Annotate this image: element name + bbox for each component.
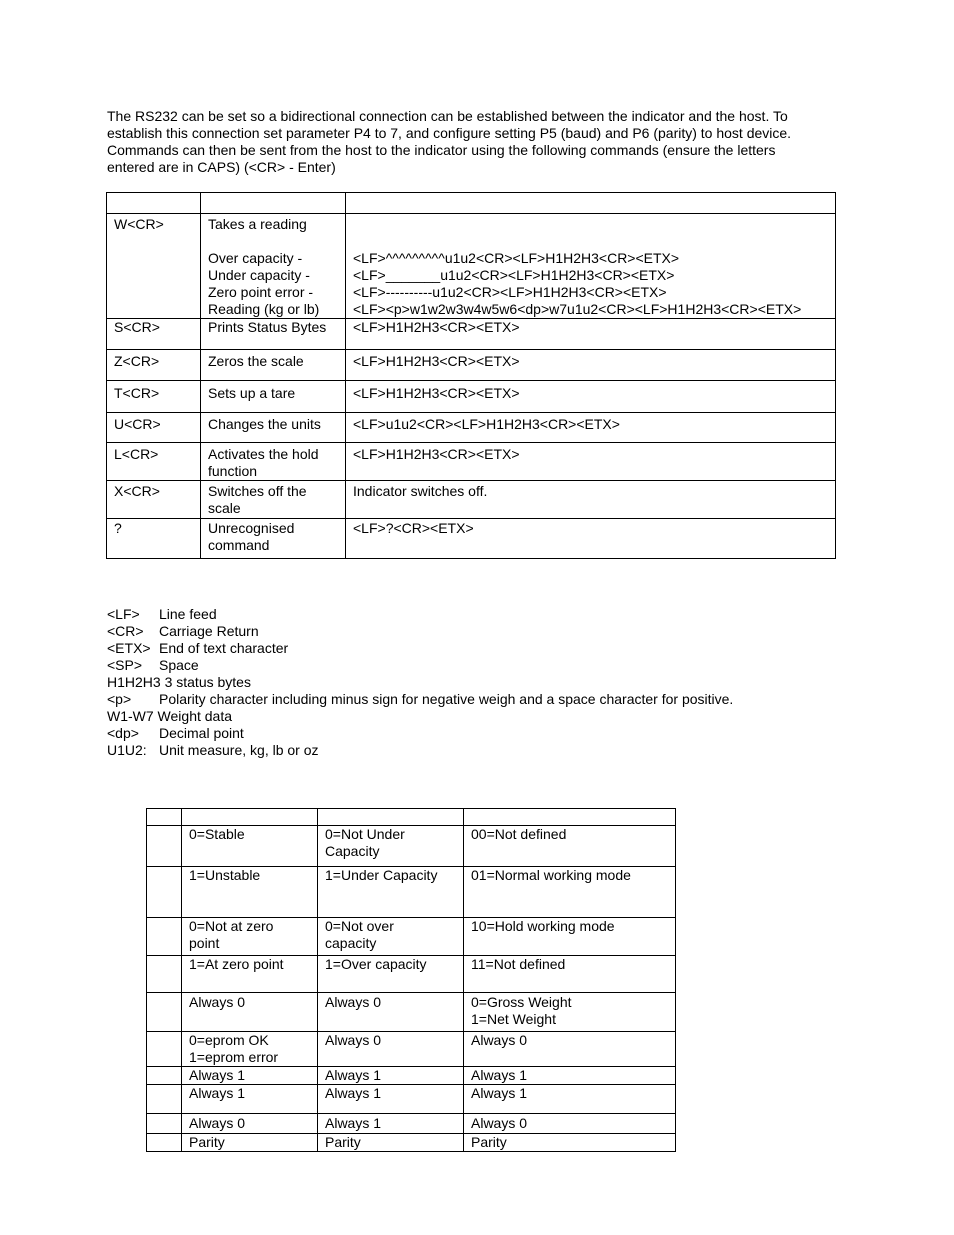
legend-value: Polarity character including minus sign for negative weigh and a space character for positive.: [159, 691, 734, 707]
response-cell: <LF>^^^^^^^^^u1u2<CR><LF>H1H2H3<CR><ETX> <LF>_______u1u2<CR><LF>H1H2H3<CR><ETX> <LF>----------u1u2<CR><LF>H1H2H3<CR><ETX> <LF><p>w1w2w3w4w5w6<dp>w7u1u2<CR><LF>H1H2H3<CR><ETX>: [346, 214, 836, 319]
legend-key: <LF>: [107, 606, 140, 622]
table-row: [147, 993, 676, 1032]
table-row: [147, 918, 676, 956]
header-cell: [346, 193, 836, 214]
table-row: [147, 1067, 676, 1085]
legend-key: <p>: [107, 691, 132, 707]
bit-cell: [147, 956, 182, 993]
legend-value: Unit measure, kg, lb or oz: [159, 742, 319, 758]
intro-line: establish this connection set parameter P4 to 7, and configure setting P5 (baud) and P6 (parity) to host device.: [107, 125, 792, 141]
header-cell: [182, 809, 318, 826]
intro-line: entered are in CAPS) (<CR> - Enter): [107, 159, 336, 175]
legend-key: <CR>: [107, 623, 144, 639]
status-cell-h2: Always 0: [318, 993, 464, 1032]
status-cell-h1: Always 0: [182, 1114, 318, 1134]
bit-cell: [147, 1134, 182, 1152]
table-row: [107, 381, 836, 413]
status-cell-h2: 0=Not Under Capacity: [318, 826, 464, 867]
legend-item: [107, 657, 733, 674]
description-cell: Takes a reading Over capacity - Under capacity - Zero point error - Reading (kg or lb): [201, 214, 346, 319]
status-cell-h2: 1=Over capacity: [318, 956, 464, 993]
table-header-row: [107, 193, 836, 214]
table-row: [147, 956, 676, 993]
command-cell: L<CR>: [107, 443, 201, 481]
table-row: [107, 481, 836, 519]
intro-line: Commands can then be sent from the host to the indicator using the following commands (ensure the letters: [107, 142, 776, 158]
status-cell-h3: Always 0: [464, 1032, 676, 1067]
status-cell-h2: Parity: [318, 1134, 464, 1152]
command-table: [106, 192, 836, 559]
status-cell-h3: Parity: [464, 1134, 676, 1152]
table-row: [147, 867, 676, 918]
status-cell-h2: 0=Not over capacity: [318, 918, 464, 956]
header-cell: [464, 809, 676, 826]
bit-cell: [147, 867, 182, 918]
bit-cell: [147, 918, 182, 956]
legend-value: Carriage Return: [159, 623, 259, 639]
description-cell: Changes the units: [201, 413, 346, 443]
status-cell-h1: 0=Not at zero point: [182, 918, 318, 956]
legend-key: U1U2:: [107, 742, 147, 758]
legend-item: [107, 725, 733, 742]
bit-cell: [147, 1032, 182, 1067]
status-cell-h1: Always 1: [182, 1085, 318, 1114]
table-row: [107, 214, 836, 319]
legend-value: Decimal point: [159, 725, 244, 741]
bit-cell: [147, 1085, 182, 1114]
status-cell-h1: Always 1: [182, 1067, 318, 1085]
status-cell-h3: 00=Not defined: [464, 826, 676, 867]
status-bytes-table: [146, 808, 676, 1152]
table-row: [147, 1032, 676, 1067]
status-cell-h1: 1=Unstable: [182, 867, 318, 918]
legend-value: End of text character: [159, 640, 289, 656]
legend-item: [107, 674, 733, 691]
header-cell: [147, 809, 182, 826]
status-cell-h1: 1=At zero point: [182, 956, 318, 993]
status-cell-h3: Always 1: [464, 1085, 676, 1114]
bit-cell: [147, 1067, 182, 1085]
bit-cell: [147, 993, 182, 1032]
command-cell: S<CR>: [107, 319, 201, 350]
header-cell: [318, 809, 464, 826]
command-cell: ?: [107, 519, 201, 559]
status-cell-h1: 0=Stable: [182, 826, 318, 867]
legend-item: [107, 606, 733, 623]
status-cell-h1: Always 0: [182, 993, 318, 1032]
legend-key: <ETX>: [107, 640, 151, 656]
legend-value: Space: [159, 657, 199, 673]
description-cell: Prints Status Bytes: [201, 319, 346, 350]
status-cell-h3: 01=Normal working mode: [464, 867, 676, 918]
legend-value: W1-W7 Weight data: [107, 708, 233, 724]
legend-list: [107, 606, 733, 759]
response-cell: <LF>H1H2H3<CR><ETX>: [346, 443, 836, 481]
table-row: [147, 1134, 676, 1152]
command-cell: W<CR>: [107, 214, 201, 319]
table-row: [107, 350, 836, 381]
table-row: [107, 443, 836, 481]
status-cell-h2: 1=Under Capacity: [318, 867, 464, 918]
legend-item: [107, 640, 733, 657]
description-cell: Sets up a tare: [201, 381, 346, 413]
status-cell-h2: Always 1: [318, 1114, 464, 1134]
response-cell: Indicator switches off.: [346, 481, 836, 519]
response-cell: <LF>u1u2<CR><LF>H1H2H3<CR><ETX>: [346, 413, 836, 443]
response-cell: <LF>H1H2H3<CR><ETX>: [346, 381, 836, 413]
legend-item: [107, 623, 733, 640]
status-cell-h3: 11=Not defined: [464, 956, 676, 993]
table-row: [107, 519, 836, 559]
legend-value: H1H2H3 3 status bytes: [107, 674, 251, 690]
table-row: [147, 1114, 676, 1134]
command-cell: U<CR>: [107, 413, 201, 443]
header-cell: [107, 193, 201, 214]
command-cell: T<CR>: [107, 381, 201, 413]
command-cell: Z<CR>: [107, 350, 201, 381]
status-cell-h3: Always 1: [464, 1067, 676, 1085]
table-header-row: [147, 809, 676, 826]
legend-item: [107, 708, 733, 725]
legend-value: Line feed: [159, 606, 217, 622]
status-cell-h1: Parity: [182, 1134, 318, 1152]
header-cell: [201, 193, 346, 214]
status-cell-h3: 0=Gross Weight 1=Net Weight: [464, 993, 676, 1032]
status-cell-h3: 10=Hold working mode: [464, 918, 676, 956]
table-row: [107, 413, 836, 443]
description-cell: Zeros the scale: [201, 350, 346, 381]
legend-item: [107, 691, 733, 708]
bit-cell: [147, 1114, 182, 1134]
legend-item: [107, 742, 733, 759]
status-cell-h2: Always 0: [318, 1032, 464, 1067]
intro-paragraph: [107, 108, 837, 176]
intro-line: The RS232 can be set so a bidirectional connection can be established between the indicator and the host. To: [107, 108, 788, 124]
status-cell-h3: Always 0: [464, 1114, 676, 1134]
response-cell: <LF>?<CR><ETX>: [346, 519, 836, 559]
response-cell: <LF>H1H2H3<CR><ETX>: [346, 319, 836, 350]
bit-cell: [147, 826, 182, 867]
description-cell: Switches off the scale: [201, 481, 346, 519]
status-cell-h1: 0=eprom OK 1=eprom error: [182, 1032, 318, 1067]
legend-key: <SP>: [107, 657, 143, 673]
table-row: [147, 826, 676, 867]
table-row: [107, 319, 836, 350]
description-cell: Unrecognised command: [201, 519, 346, 559]
description-cell: Activates the hold function: [201, 443, 346, 481]
command-cell: X<CR>: [107, 481, 201, 519]
response-cell: <LF>H1H2H3<CR><ETX>: [346, 350, 836, 381]
legend-key: <dp>: [107, 725, 139, 741]
status-cell-h2: Always 1: [318, 1085, 464, 1114]
status-cell-h2: Always 1: [318, 1067, 464, 1085]
table-row: [147, 1085, 676, 1114]
